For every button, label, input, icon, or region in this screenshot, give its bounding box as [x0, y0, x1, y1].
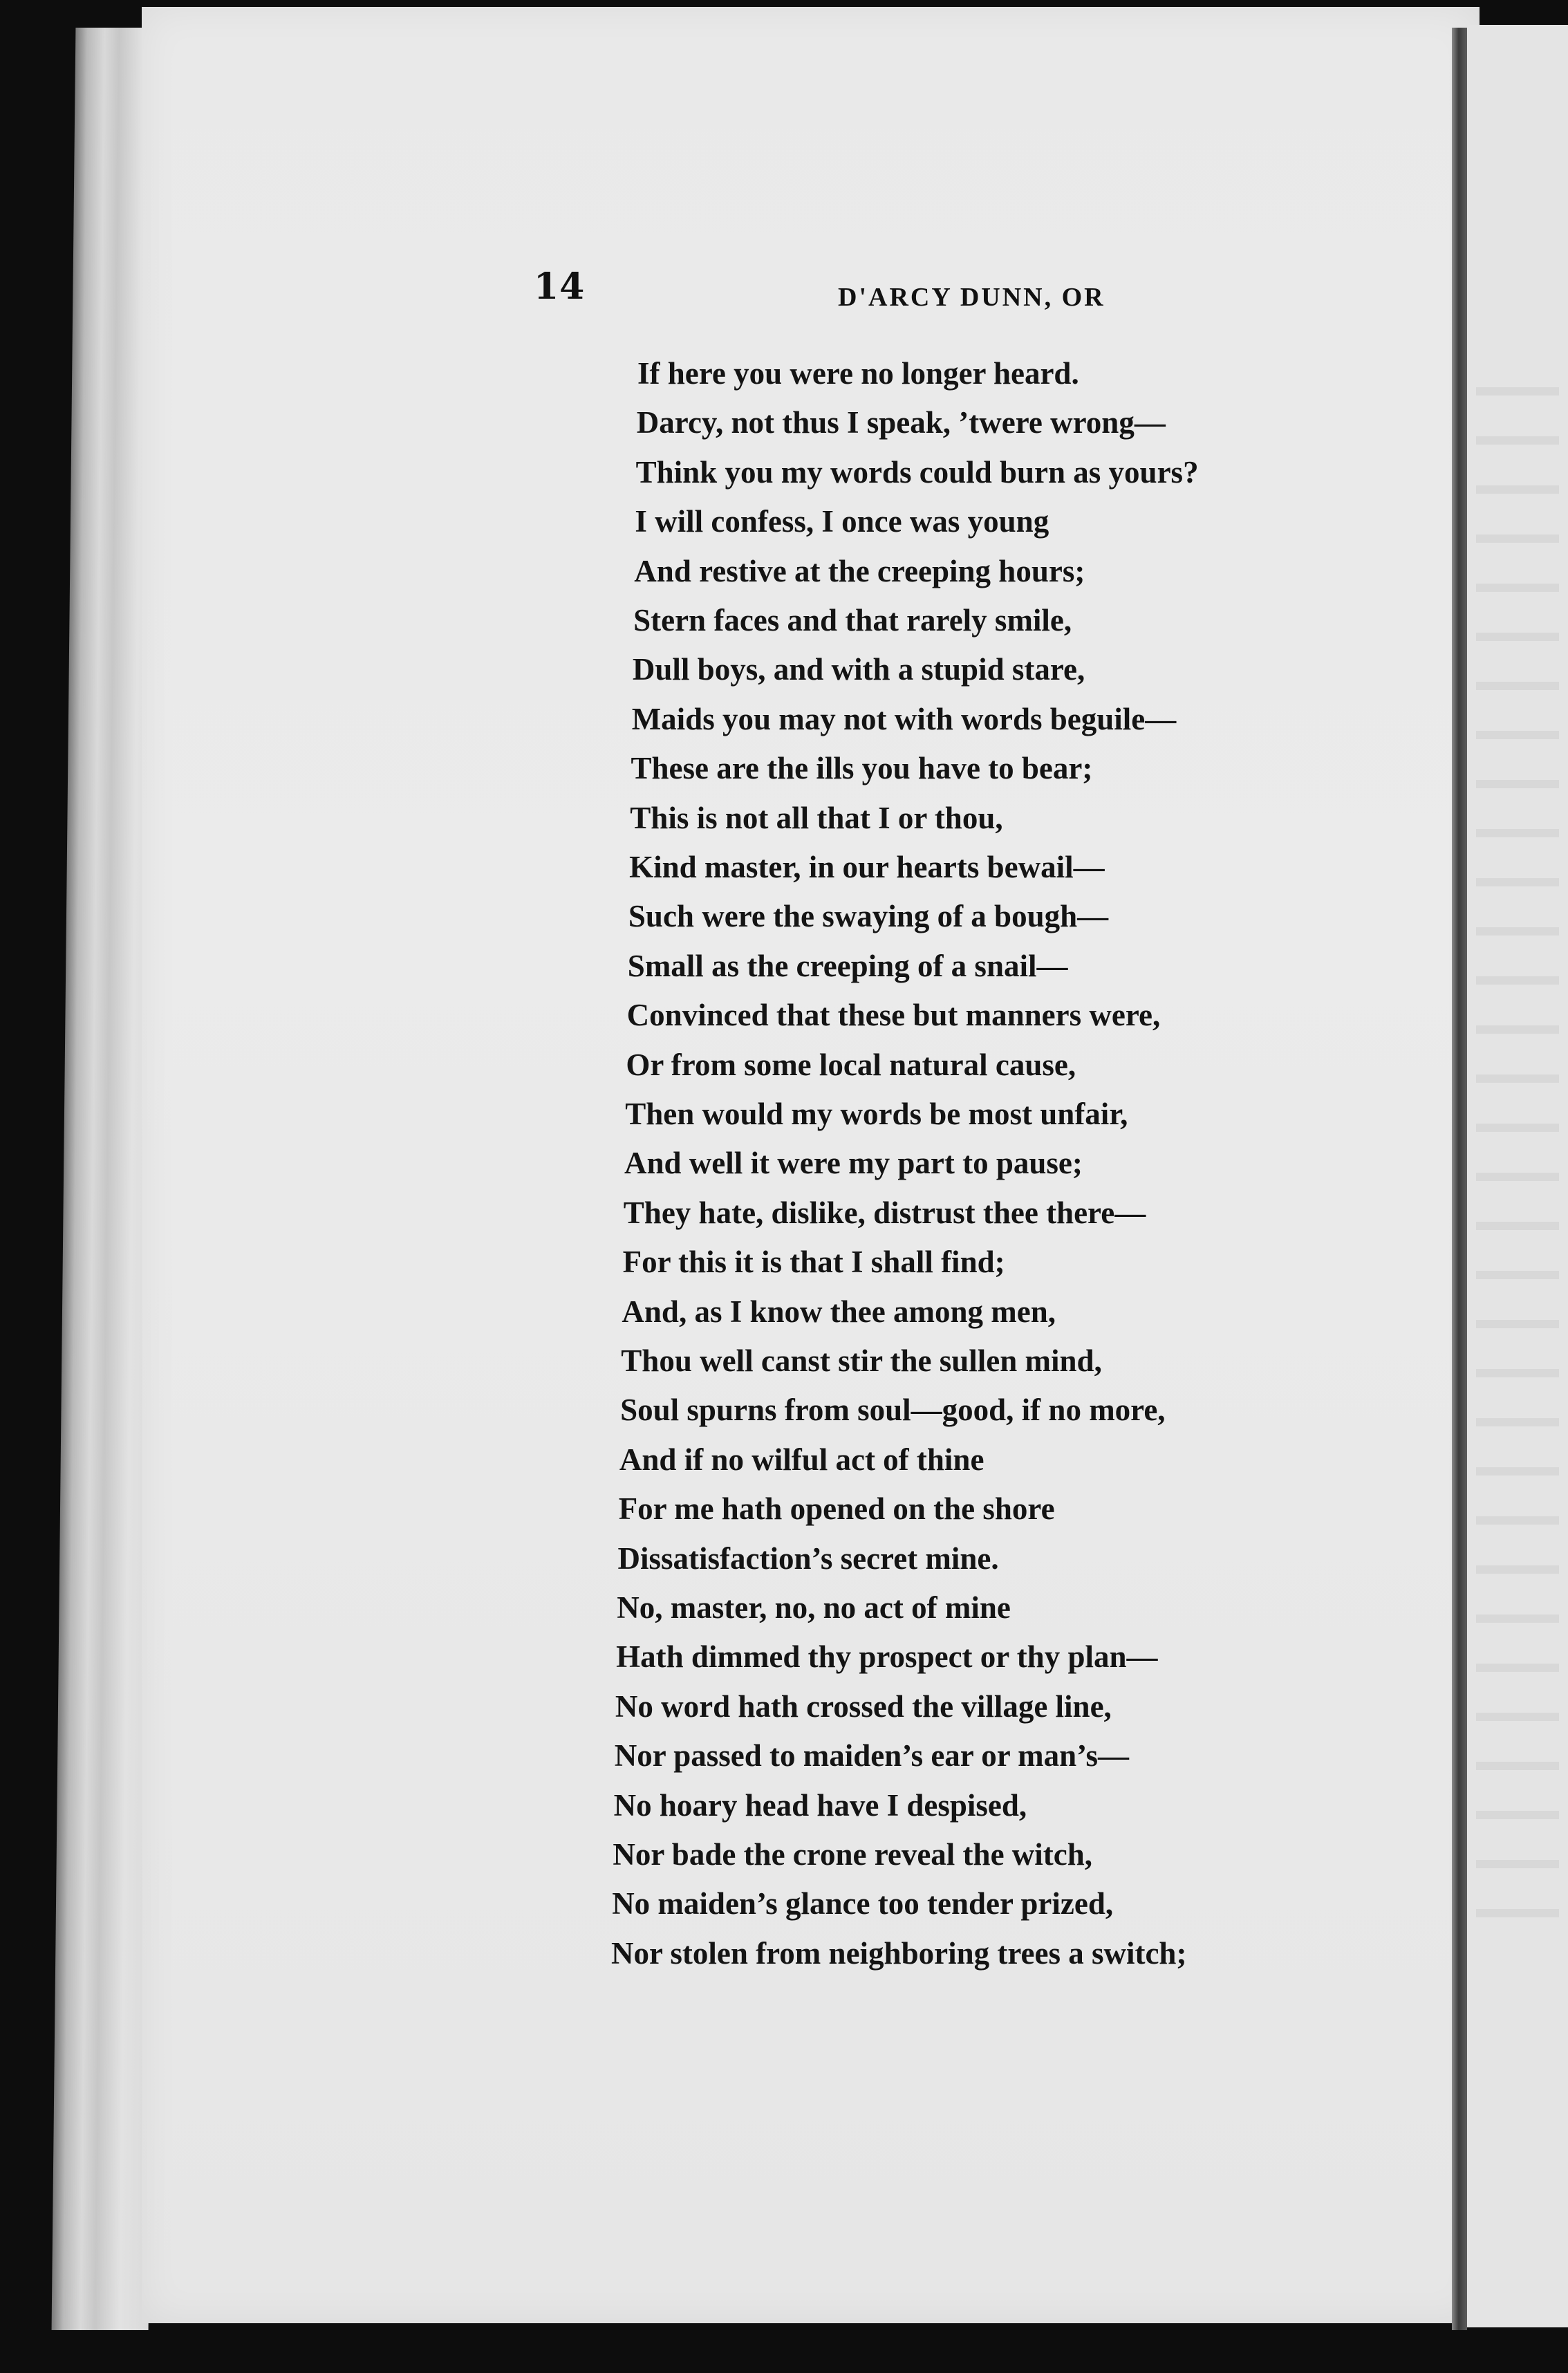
poem-line: Nor passed to maiden’s ear or man’s— [614, 1738, 1129, 1774]
poem-line: Stern faces and that rarely smile, [633, 603, 1072, 638]
page-number: 14 [534, 266, 586, 308]
poem-line: Nor bade the crone reveal the witch, [613, 1837, 1093, 1872]
poem-line: Thou well canst stir the sullen mind, [621, 1343, 1102, 1378]
poem-line: And well it were my part to pause; [624, 1146, 1083, 1181]
poem-line: No maiden’s glance too tender prized, [612, 1886, 1114, 1921]
poem-line: Think you my words could burn as yours? [635, 454, 1199, 490]
poem-line: And restive at the creeping hours; [634, 553, 1085, 588]
poem-line: Dissatisfaction’s secret mine. [617, 1541, 999, 1576]
poem-line: Small as the creeping of a snail— [627, 948, 1068, 983]
poem-line: Darcy, not thus I speak, ’twere wrong— [636, 405, 1166, 440]
poem-line: Dull boys, and with a stupid stare, [632, 652, 1085, 687]
page-fold [1452, 28, 1467, 2330]
bleed-through-text [1476, 360, 1559, 1950]
poem-line: Or from some local natural cause, [626, 1047, 1076, 1082]
poem-line: They hate, dislike, distrust thee there— [623, 1195, 1146, 1230]
poem-line: Then would my words be most unfair, [625, 1097, 1128, 1131]
poem-line: These are the ills you have to bear; [631, 751, 1093, 786]
running-title: D'ARCY DUNN, OR [838, 283, 1105, 312]
poem-line: Nor stolen from neighboring trees a switch; [611, 1935, 1187, 1971]
poem-line: If here you were no longer heard. [637, 356, 1079, 391]
poem-line: Such were the swaying of a bough— [628, 899, 1109, 934]
poem-line: And, as I know thee among men, [622, 1294, 1056, 1329]
book-page [142, 7, 1480, 2323]
poem-line: For this it is that I shall find; [622, 1245, 1005, 1280]
poem-line: This is not all that I or thou, [630, 800, 1003, 835]
poem-line: Hath dimmed thy prospect or thy plan— [616, 1639, 1158, 1675]
poem-line: No, master, no, no act of mine [617, 1590, 1011, 1625]
poem-line: For me hath opened on the shore [618, 1491, 1055, 1527]
poem-line: No hoary head have I despised, [613, 1787, 1027, 1823]
poem-line: Maids you may not with words beguile— [631, 701, 1177, 736]
poem-line: I will confess, I once was young [635, 504, 1049, 539]
poem-line: Convinced that these but manners were, [626, 998, 1161, 1033]
poem-line: No word hath crossed the village line, [615, 1688, 1112, 1724]
poem-line: And if no wilful act of thine [619, 1442, 984, 1477]
poem-line: Kind master, in our hearts bewail— [629, 850, 1105, 884]
poem-line: Soul spurns from soul—good, if no more, [620, 1393, 1166, 1428]
